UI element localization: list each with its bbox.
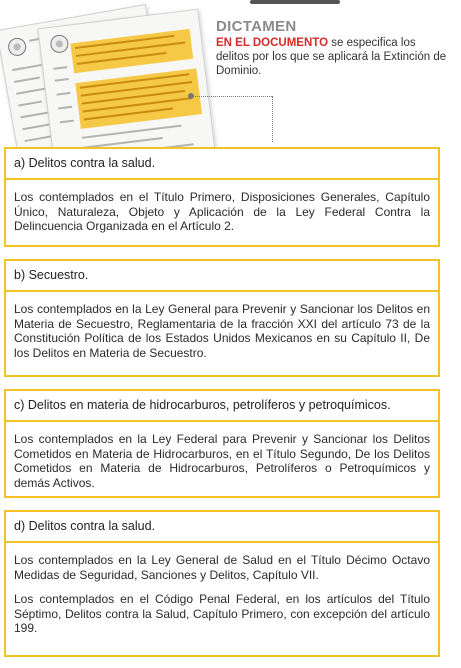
section-a: [4, 147, 440, 247]
top-cut-line: [250, 0, 340, 4]
section-paragraph: Los contemplados en la Ley General de Salud en el Título Décimo Octavo Medidas de Seguridad, Sanciones y Delitos, Capítulo VII.: [14, 553, 430, 582]
seal-icon: [49, 34, 69, 54]
document-illustration: [0, 8, 215, 168]
section-b: [4, 259, 440, 377]
section-heading: a) Delitos contra la salud.: [6, 149, 438, 180]
page-title: DICTAMEN: [216, 18, 297, 35]
section-d: [4, 510, 440, 657]
section-paragraph: Los contemplados en el Código Penal Federal, en los artículos del Título Séptimo, Delitos contra la Salud, Capítulo Primero, con excepción del artículo 199.: [14, 592, 430, 635]
connector-line: [192, 96, 272, 97]
section-paragraph: Los contemplados en el Título Primero, Disposiciones Generales, Capítulo Único, Naturaleza, Objeto y Aplicación de la Ley Federal Contra la Delincuencia Organizada en el Artículo 2.: [14, 190, 430, 233]
section-heading: b) Secuestro.: [6, 261, 438, 292]
section-heading: c) Delitos en materia de hidrocarburos, petrolíferos y petroquímicos.: [6, 391, 438, 422]
section-heading: d) Delitos contra la salud.: [6, 512, 438, 543]
section-paragraph: Los contemplados en la Ley General para Prevenir y Sancionar los Delitos en Materia de Secuestro, Reglamentaria de la fracción XXI del artículo 73 de la Constitución Política de los Estados Unidos Mexicanos en su Capítulo II, De los Delitos en Materia de Secuestro.: [14, 302, 430, 360]
section-paragraph: Los contemplados en la Ley Federal para Prevenir y Sancionar los Delitos Cometidos en Materia de Hidrocarburos, en el Título Segundo, De los Delitos Cometidos en Materia de Hidrocarburos, Petrolíferos o Petroquímicos y demás Activos.: [14, 432, 430, 490]
intro-accent: EN EL DOCUMENTO: [216, 37, 329, 49]
connector-line: [272, 96, 273, 142]
intro-body: se especifica los delitos por los que se aplicará la Extinción de Dominio.: [216, 37, 447, 77]
seal-icon: [7, 36, 28, 57]
section-c: [4, 389, 440, 498]
intro-text: [216, 36, 448, 78]
